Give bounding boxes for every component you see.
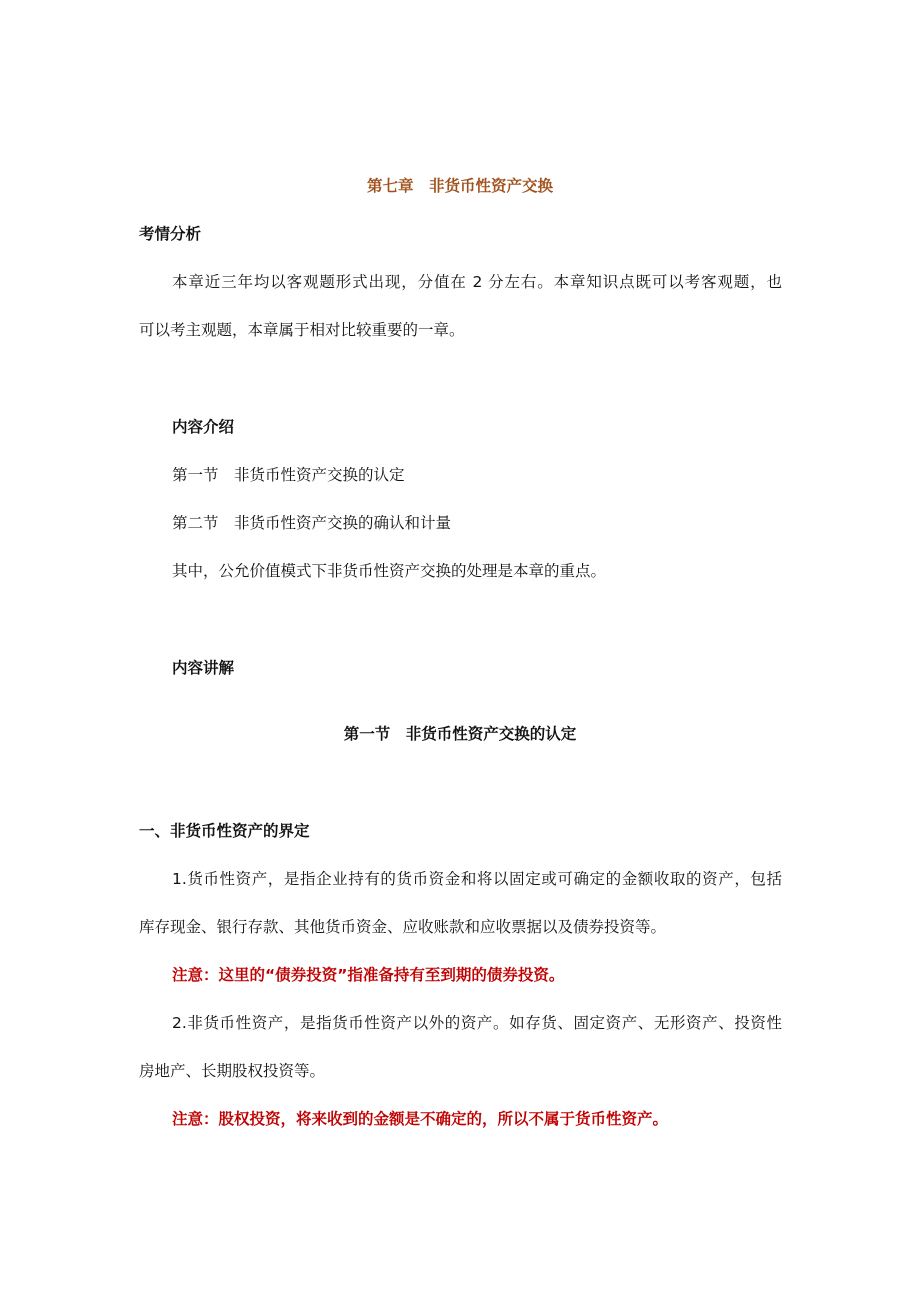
paragraph-2-line-2: 房地产、长期股权投资等。 <box>139 1062 326 1080</box>
section-title: 第一节 非货币性资产交换的认定 <box>343 725 577 743</box>
note-1: 注意：这里的“债券投资”指准备持有至到期的债券投资。 <box>172 966 565 984</box>
content-explain-heading: 内容讲解 <box>172 659 235 677</box>
exam-analysis-line-1: 本章近三年均以客观题形式出现，分值在 2 分左右。本章知识点既可以考客观题，也 <box>172 273 782 291</box>
paragraph-1-line-2: 库存现金、银行存款、其他货币资金、应收账款和应收票据以及债券投资等。 <box>139 918 667 936</box>
content-intro-item-3: 其中，公允价值模式下非货币性资产交换的处理是本章的重点。 <box>172 562 607 580</box>
note-2: 注意：股权投资，将来收到的金额是不确定的，所以不属于货币性资产。 <box>172 1110 669 1128</box>
subsection-title: 一、非货币性资产的界定 <box>139 822 310 840</box>
exam-analysis-line-2: 可以考主观题，本章属于相对比较重要的一章。 <box>139 321 465 339</box>
paragraph-1-line-1: 1.货币性资产，是指企业持有的货币资金和将以固定或可确定的金额收取的资产，包括 <box>172 870 782 888</box>
content-intro-heading: 内容介绍 <box>172 418 235 436</box>
exam-analysis-heading: 考情分析 <box>139 225 202 243</box>
content-intro-item-2: 第二节 非货币性资产交换的确认和计量 <box>172 514 452 532</box>
paragraph-2-line-1: 2.非货币性资产，是指货币性资产以外的资产。如存货、固定资产、无形资产、投资性 <box>172 1014 782 1032</box>
chapter-title: 第七章 非货币性资产交换 <box>366 177 553 195</box>
content-intro-item-1: 第一节 非货币性资产交换的认定 <box>172 466 405 484</box>
